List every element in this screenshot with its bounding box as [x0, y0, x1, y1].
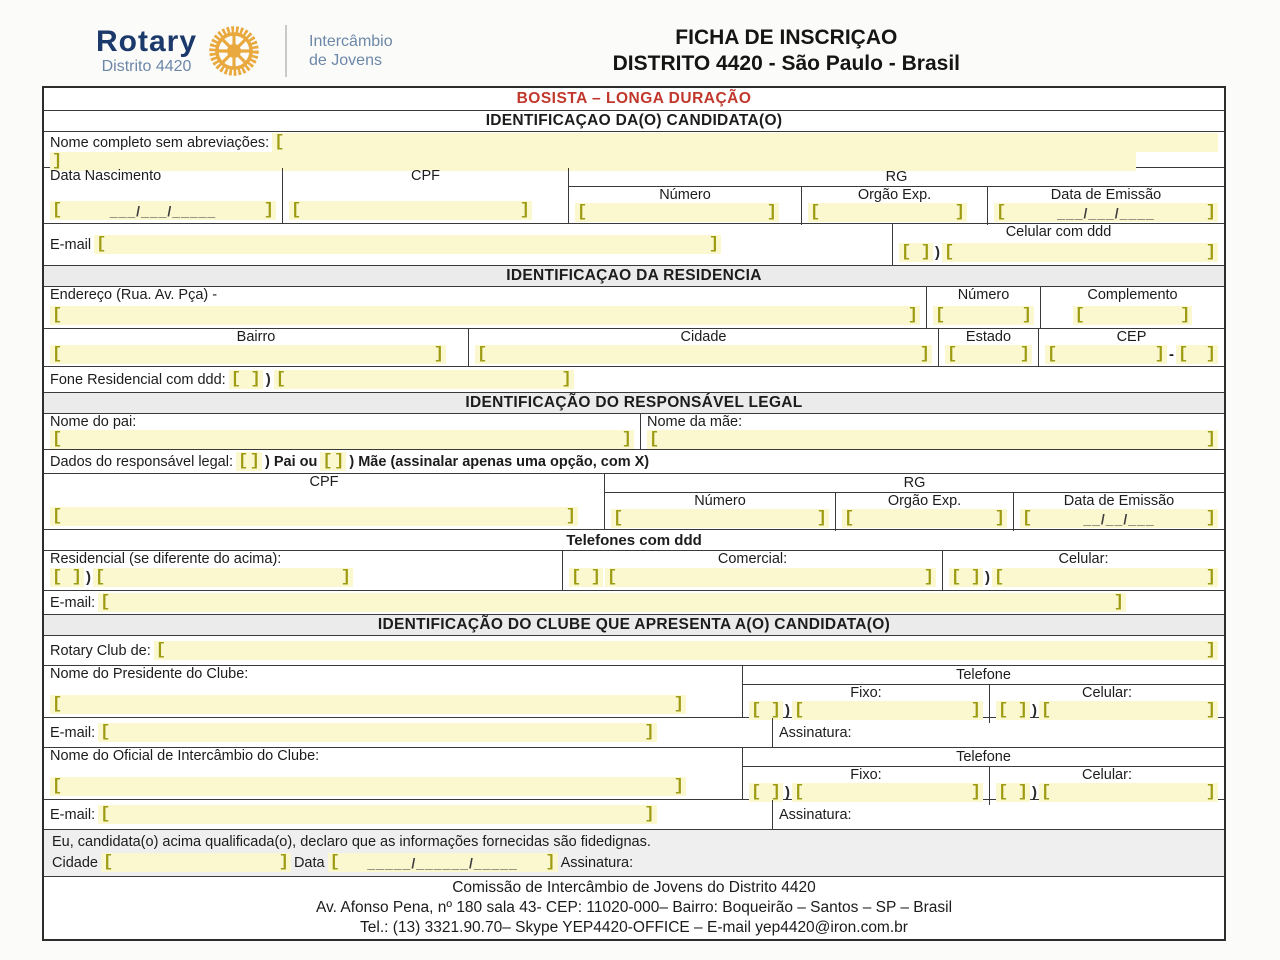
mother-name-cell	[640, 414, 1224, 449]
guardian-rg-number-field[interactable]: [ ]	[613, 509, 827, 528]
guardian-rg-issuer-label: Orgão Exp.	[887, 493, 962, 509]
birth-date-label: Data Nascimento	[50, 168, 162, 184]
address-label: Endereço (Rua. Av. Pça) -	[50, 287, 218, 303]
state-label: Estado	[965, 329, 1012, 345]
home-phone-label: Fone Residencial com ddd:	[50, 371, 226, 388]
guardian-father-checkbox[interactable]: [ ]	[237, 452, 260, 471]
candidate-cell-label: Celular com ddd	[1005, 224, 1112, 240]
cep-label: CEP	[1116, 329, 1147, 345]
declaration-city-field[interactable]: [ ]	[102, 853, 289, 872]
guardian-rg-number-label: Número	[694, 493, 746, 509]
officer-email-field[interactable]: [ ]	[100, 805, 655, 824]
officer-cell-label: Celular:	[1082, 767, 1132, 783]
club-name-cell	[44, 636, 1224, 665]
officer-email-label: E-mail:	[50, 806, 96, 823]
ddd-paren: )	[1032, 702, 1037, 719]
state-field[interactable]: [ ]	[947, 345, 1030, 364]
full-name-label: Nome completo sem abreviações:	[50, 134, 270, 151]
president-signature-label: Assinatura:	[779, 724, 852, 741]
officer-phone-cell	[742, 748, 1224, 802]
guardian-cell-number-field[interactable]: [ ]	[994, 568, 1216, 587]
guardian-choice-father: ) Pai ou	[264, 453, 318, 470]
club-name-field[interactable]: [ ]	[155, 641, 1216, 660]
guardian-cpf-label: CPF	[309, 474, 339, 490]
guardian-com-phone-label: Comercial:	[717, 551, 788, 567]
cep-field-main[interactable]: [ ]	[1047, 345, 1165, 364]
rg-number-cell	[569, 187, 801, 225]
ddd-paren: )	[265, 371, 271, 388]
guardian-choice-mother: ) Mãe (assinalar apenas uma opção, com X)	[349, 453, 650, 470]
page-header	[96, 18, 1220, 84]
officer-email-cell	[44, 800, 772, 829]
president-email-cell	[44, 718, 772, 747]
ddd-paren: )	[1032, 784, 1037, 801]
rg-issuer-field[interactable]: [ ]	[810, 203, 965, 222]
guardian-res-ddd-field[interactable]: [ ]	[52, 568, 82, 587]
birth-date-field[interactable]: [ ___/___/_____ ]	[52, 201, 274, 220]
address-complement-field[interactable]: [ ]	[1074, 306, 1191, 325]
section-residence-title: IDENTIFICAÇAO DA RESIDENCIA	[44, 266, 1224, 286]
rg-issue-date-cell	[987, 187, 1224, 225]
address-field[interactable]: [ ]	[52, 306, 918, 325]
candidate-cpf-cell	[282, 168, 568, 223]
candidate-cpf-label: CPF	[411, 168, 440, 184]
guardian-com-phone-cell	[562, 551, 942, 590]
officer-cell-number-field[interactable]: [ ]	[1041, 783, 1216, 802]
president-name-label: Nome do Presidente do Clube:	[50, 666, 249, 682]
rg-issuer-label: Orgão Exp.	[857, 187, 932, 203]
declaration-text: Eu, candidata(o) acima qualificada(o), declaro que as informações fornecidas são fidedignas.	[52, 834, 651, 850]
ddd-paren: )	[785, 702, 790, 719]
father-name-cell	[44, 414, 640, 449]
guardian-cpf-field[interactable]: [ ]	[52, 507, 576, 526]
ddd-paren: )	[935, 244, 940, 261]
state-cell	[938, 329, 1038, 366]
rg-number-label: Número	[659, 187, 711, 203]
rg-issuer-cell	[801, 187, 987, 225]
rg-issue-date-field[interactable]: [ ___/___/____ ]	[996, 203, 1216, 222]
program-name	[309, 32, 393, 70]
declaration-city-label: Cidade	[52, 854, 98, 871]
guardian-cell-phone-label: Celular:	[1058, 551, 1109, 567]
district-label: Bairro	[236, 329, 276, 345]
city-cell	[468, 329, 938, 366]
declaration-date-label: Data	[293, 854, 325, 871]
guardian-cell-ddd-field[interactable]: [ ]	[951, 568, 981, 587]
officer-fixed-ddd-field[interactable]: [ ]	[751, 783, 781, 802]
form-title-line2: DISTRITO 4420 - São Paulo - Brasil	[612, 52, 960, 75]
candidate-email-label: E-mail	[50, 236, 92, 253]
rotary-logo	[96, 24, 393, 78]
address-number-label: Número	[957, 287, 1010, 303]
guardian-rg-issue-date-field[interactable]: [ __/__/___ ]	[1022, 509, 1216, 528]
footer-line2: Av. Afonso Pena, nº 180 sala 43- CEP: 11020-000– Bairro: Boqueirão – Santos – SP – Brasil	[315, 898, 953, 916]
guardian-choice-label: Dados do responsável legal:	[50, 453, 233, 470]
president-email-field[interactable]: [ ]	[100, 723, 655, 742]
guardian-rg-issuer-field[interactable]: [ ]	[844, 509, 1005, 528]
candidate-cell-number-field[interactable]: [ ]	[944, 243, 1216, 262]
section-guardian-title: IDENTIFICAÇÃO DO RESPONSÁVEL LEGAL	[44, 393, 1224, 413]
guardian-cpf-cell	[44, 474, 604, 529]
rotary-brand: Rotary	[96, 25, 198, 58]
officer-signature-cell[interactable]	[772, 800, 1224, 829]
president-signature-cell[interactable]	[772, 718, 1224, 747]
district-cell	[44, 329, 468, 366]
officer-fixed-label: Fixo:	[850, 767, 882, 783]
cep-hyphen: -	[1169, 346, 1174, 363]
candidate-rg-label: RG	[569, 168, 1224, 187]
president-cell-number-field[interactable]: [ ]	[1041, 701, 1216, 720]
full-name-field-line1[interactable]: [	[272, 133, 1218, 152]
officer-signature-label: Assinatura:	[779, 806, 852, 823]
address-number-cell	[926, 287, 1040, 328]
officer-name-cell	[44, 748, 742, 799]
candidate-rg-cell	[568, 168, 1224, 223]
home-phone-number-field[interactable]: [ ]	[275, 370, 572, 389]
president-cell-label: Celular:	[1082, 685, 1132, 701]
president-cell-ddd-field[interactable]: [ ]	[998, 701, 1028, 720]
guardian-mother-checkbox[interactable]: [ ]	[322, 452, 345, 471]
guardian-email-cell	[44, 591, 1224, 614]
guardian-email-field[interactable]: [ ]	[100, 593, 1124, 612]
program-line2: de Jovens	[309, 52, 382, 69]
president-phone-title: Telefone	[743, 666, 1224, 685]
home-phone-cell	[44, 367, 1224, 392]
logo-divider	[285, 25, 287, 77]
officer-phone-title: Telefone	[743, 748, 1224, 767]
rotary-district: Distrito 4420	[101, 58, 192, 75]
guardian-rg-cell	[604, 474, 1224, 529]
section-candidate-title: IDENTIFICAÇAO DA(O) CANDIDATA(O)	[44, 111, 1224, 131]
candidate-email-cell	[44, 224, 892, 265]
declaration-signature-label[interactable]: Assinatura:	[560, 854, 634, 871]
footer-line1: Comissão de Intercâmbio de Jovens do Distrito 4420	[452, 878, 816, 896]
ddd-paren: )	[985, 569, 990, 586]
president-fixed-ddd-field[interactable]: [ ]	[751, 701, 781, 720]
guardian-com-ddd-field[interactable]: [ ]	[571, 568, 601, 587]
section-club-title: IDENTIFICAÇÃO DO CLUBE QUE APRESENTA A(O) CANDIDATA(O)	[44, 615, 1224, 635]
cep-cell	[1038, 329, 1224, 366]
officer-name-label: Nome do Oficial de Intercâmbio do Clube:	[50, 748, 320, 764]
guardian-res-number-field[interactable]: [ ]	[95, 568, 351, 587]
declaration-cell	[44, 830, 1224, 876]
guardian-cell-phone-cell	[942, 551, 1224, 590]
president-fixed-label: Fixo:	[850, 685, 882, 701]
president-phone-cell	[742, 666, 1224, 720]
address-cell	[44, 287, 926, 328]
guardian-rg-label: RG	[605, 474, 1224, 493]
ddd-paren: )	[785, 784, 790, 801]
ddd-paren: )	[86, 569, 91, 586]
form-title	[393, 25, 1220, 78]
rg-number-field[interactable]: [ ]	[577, 203, 777, 222]
guardian-res-phone-label: Residencial (se diferente do acima):	[50, 551, 282, 567]
birth-date-cell	[44, 168, 282, 223]
program-line1: Intercâmbio	[309, 32, 393, 50]
district-field[interactable]: [ ]	[52, 345, 444, 364]
candidate-cell-ddd-field[interactable]: [ ]	[901, 243, 931, 262]
footer-line3: Tel.: (13) 3321.90.70– Skype YEP4420-OFFICE – E-mail yep4420@iron.com.br	[360, 919, 908, 937]
cep-field-suffix[interactable]: [ ]	[1178, 345, 1216, 364]
city-label: Cidade	[680, 329, 727, 345]
mother-name-field[interactable]: [ ]	[649, 430, 1216, 449]
address-complement-label: Complemento	[1087, 287, 1178, 303]
candidate-cpf-field[interactable]: [ ]	[291, 201, 530, 220]
guardian-phones-title: Telefones com ddd	[566, 531, 702, 549]
address-number-field[interactable]: [ ]	[935, 306, 1032, 325]
full-name-field-line2[interactable]: ]	[50, 152, 1136, 171]
club-name-label: Rotary Club de:	[50, 642, 151, 659]
officer-cell-ddd-field[interactable]: [ ]	[998, 783, 1028, 802]
guardian-res-phone-cell	[44, 551, 562, 590]
president-name-cell	[44, 666, 742, 717]
officer-name-field[interactable]: [ ]	[52, 777, 684, 796]
mother-name-label: Nome da mãe:	[647, 414, 743, 430]
guardian-com-number-field[interactable]: [ ]	[607, 568, 934, 587]
candidate-cell-phone-cell	[892, 224, 1224, 265]
form-title-line1: FICHA DE INSCRIÇAO	[675, 25, 898, 49]
address-complement-cell	[1040, 287, 1224, 328]
registration-form	[42, 86, 1226, 941]
city-field[interactable]: [ ]	[477, 345, 930, 364]
rg-issue-date-label: Data de Emissão	[1050, 187, 1162, 203]
officer-fixed-number-field[interactable]: [ ]	[794, 783, 981, 802]
guardian-choice-cell	[44, 450, 1224, 473]
program-banner: BOSISTA – LONGA DURAÇÃO	[516, 90, 752, 107]
father-name-field[interactable]: [ ]	[52, 430, 632, 449]
guardian-rg-issue-date-cell	[1013, 493, 1224, 531]
president-email-label: E-mail:	[50, 724, 96, 741]
rotary-wheel-icon	[207, 24, 261, 78]
guardian-rg-issuer-cell	[835, 493, 1013, 531]
declaration-date-field[interactable]: [ _____/______/_____ ]	[329, 853, 556, 872]
guardian-rg-issue-date-label: Data de Emissão	[1063, 493, 1175, 509]
father-name-label: Nome do pai:	[50, 414, 137, 430]
home-phone-ddd-field[interactable]: [ ]	[230, 370, 261, 389]
president-name-field[interactable]: [ ]	[52, 695, 684, 714]
full-name-cell	[44, 132, 1224, 171]
guardian-email-label: E-mail:	[50, 594, 96, 611]
president-fixed-number-field[interactable]: [ ]	[794, 701, 981, 720]
candidate-email-field[interactable]: [ ]	[96, 235, 720, 254]
form-footer	[44, 877, 1224, 939]
guardian-rg-number-cell	[605, 493, 835, 531]
